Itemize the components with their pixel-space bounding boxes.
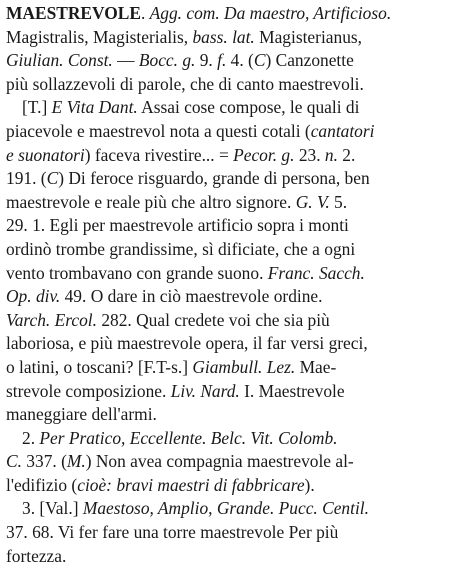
italic-text: e suonatori xyxy=(6,144,85,165)
entry-text-segment: vento trombavano con grande suono. xyxy=(6,262,268,283)
entry-text-segment: 337. ( xyxy=(21,451,67,472)
entry-text-segment: Assai cose compose, le quali di xyxy=(137,97,360,118)
entry-line xyxy=(6,403,464,427)
entry-line xyxy=(6,262,464,286)
italic-text: n. xyxy=(324,144,338,165)
entry-line xyxy=(6,380,464,404)
italic-text: M. xyxy=(66,451,86,472)
italic-text: Maestoso, Amplio, Grande. Pucc. Centil. xyxy=(82,498,369,519)
entry-text-segment: 5. xyxy=(329,191,348,212)
italic-text: Liv. Nard. xyxy=(170,380,240,401)
italic-text: Giambull. Lez. xyxy=(192,356,296,377)
entry-text-segment: ) Canzonette xyxy=(265,50,354,71)
entry-line xyxy=(6,474,464,498)
entry-line xyxy=(6,332,464,356)
entry-line xyxy=(6,545,464,568)
entry-text-segment: l'edifizio ( xyxy=(6,474,78,495)
italic-text: Pecor. g. xyxy=(233,144,295,165)
entry-line xyxy=(6,238,464,262)
entry-line xyxy=(6,214,464,238)
entry-line xyxy=(6,191,464,215)
entry-text-segment: 37. 68. Vi fer fare una torre maestrevole Per più xyxy=(6,522,339,543)
italic-text: G. V. xyxy=(295,191,330,212)
entry-text-segment: piacevole e maestrevol nota a questi cotali ( xyxy=(6,120,311,141)
entry-text-segment: fortezza. xyxy=(6,545,67,566)
entry-line xyxy=(6,450,464,474)
italic-text: Op. div. xyxy=(6,286,61,307)
entry-text-segment: 23. xyxy=(294,144,325,165)
entry-text-segment: 2. xyxy=(337,144,356,165)
entry-text xyxy=(6,2,464,568)
entry-line xyxy=(6,309,464,333)
entry-line xyxy=(6,73,464,97)
entry-text-segment: più sollazzevoli di parole, che di canto maestrevoli. xyxy=(6,73,364,94)
entry-text-segment: 29. 1. Egli per maestrevole artificio sopra i monti xyxy=(6,215,349,236)
entry-text-segment: ordinò trombe grandissime, sì dificiate, che a ogni xyxy=(6,238,356,259)
italic-text: Giulian. Const. xyxy=(6,50,113,71)
entry-line xyxy=(6,144,464,168)
entry-text-segment: 4. ( xyxy=(226,50,254,71)
italic-text: bass. lat. xyxy=(192,26,255,47)
italic-text: C xyxy=(253,50,266,71)
entry-text-segment: 3. [Val.] xyxy=(22,498,83,519)
entry-line xyxy=(6,497,464,521)
entry-line xyxy=(6,96,464,120)
entry-text-segment: ) Di feroce risguardo, grande di persona, ben xyxy=(58,168,370,189)
entry-text-segment: 282. Qual credete voi che sia più xyxy=(96,309,330,330)
entry-line xyxy=(6,26,464,50)
entry-text-segment: [T.] xyxy=(22,97,52,118)
italic-text: cioè: bravi maestri di fabbricare xyxy=(77,474,305,495)
entry-line xyxy=(6,49,464,73)
entry-text-segment: 2. xyxy=(22,427,40,448)
entry-text-segment: ) faceva rivestire... = xyxy=(84,144,234,165)
italic-text: Varch. Ercol. xyxy=(6,309,97,330)
entry-text-segment: . xyxy=(140,3,150,23)
entry-text-segment: 49. O dare in ciò maestrevole ordine. xyxy=(60,286,323,307)
italic-text: C. xyxy=(6,451,22,472)
entry-line xyxy=(6,356,464,380)
entry-text-segment: ). xyxy=(304,474,315,495)
entry-text-segment: 9. xyxy=(195,50,218,71)
italic-text: Franc. Sacch. xyxy=(267,262,365,283)
italic-text: cantatori xyxy=(310,120,375,141)
entry-text-segment: strevole composizione. xyxy=(6,380,171,401)
entry-text-segment: I. Maestrevole xyxy=(239,380,345,401)
italic-text: E Vita Dant. xyxy=(51,97,138,118)
entry-text-segment: maneggiare dell'armi. xyxy=(6,404,157,425)
entry-text-segment: o latini, o toscani? [F.T-s.] xyxy=(6,356,193,377)
italic-text: Bocc. g. xyxy=(138,50,196,71)
entry-text-segment: Magistralis, Magisterialis, xyxy=(6,26,193,47)
entry-line xyxy=(6,120,464,144)
entry-line xyxy=(6,427,464,451)
entry-text-segment: — xyxy=(112,50,139,71)
entry-line xyxy=(6,167,464,191)
entry-text-segment: Magisterianus, xyxy=(254,26,363,47)
entry-line xyxy=(6,521,464,545)
entry-text-segment: 191. ( xyxy=(6,168,47,189)
italic-text: f. xyxy=(217,50,227,71)
entry-line xyxy=(6,2,464,26)
italic-text: Per Pratico, Eccellente. Belc. Vit. Colomb. xyxy=(39,427,338,448)
headword: MAESTREVOLE xyxy=(6,3,141,23)
entry-text-segment: Mae- xyxy=(295,356,337,377)
entry-text-segment: laboriosa, e più maestrevole opera, il far versi greci, xyxy=(6,333,368,354)
entry-line xyxy=(6,285,464,309)
entry-text-segment: maestrevole e reale più che altro signore. xyxy=(6,191,296,212)
italic-text: C xyxy=(46,168,59,189)
entry-text-segment: ) Non avea compagnia maestrevole al- xyxy=(85,451,354,472)
italic-text: Agg. com. Da maestro, Artificioso. xyxy=(149,3,392,23)
